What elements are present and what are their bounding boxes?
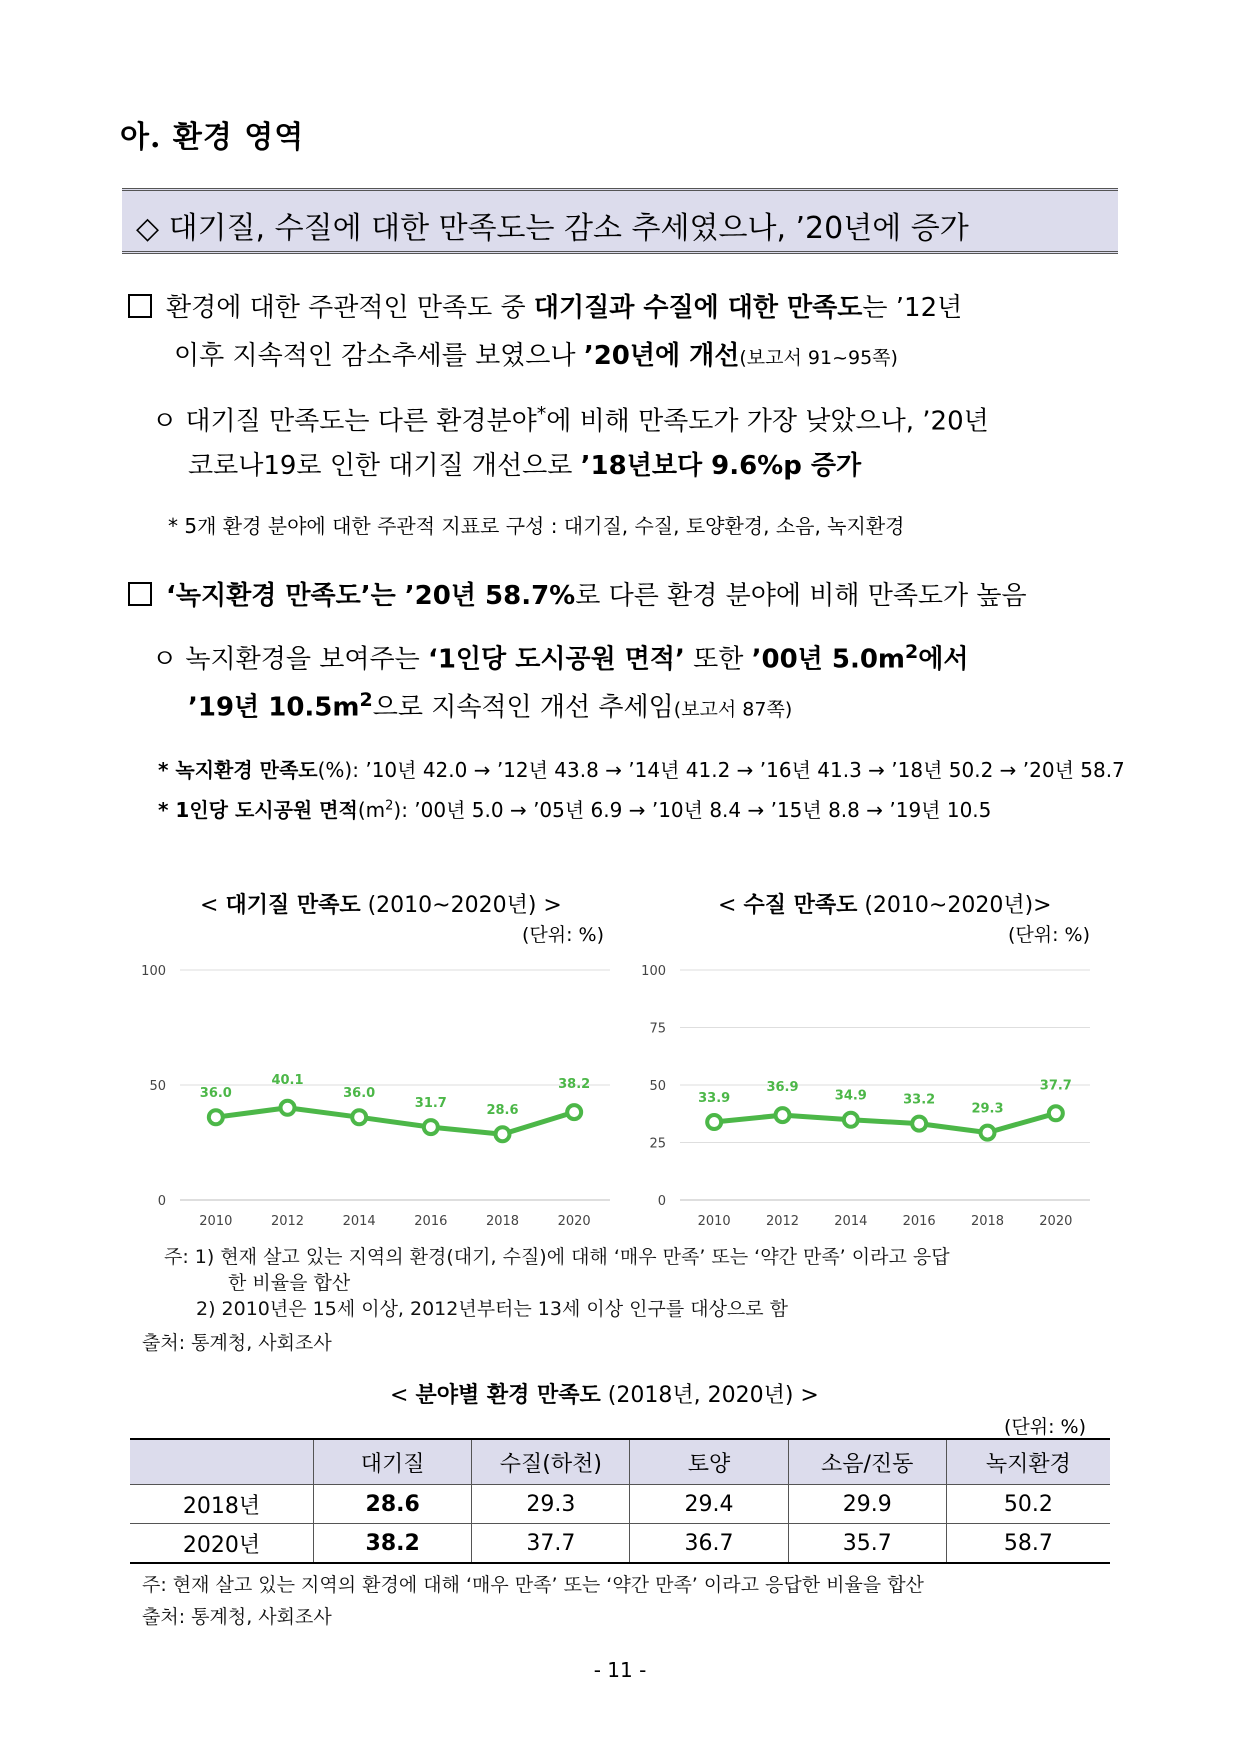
chart-note-1: 주: 1) 현재 살고 있는 지역의 환경(대기, 수질)에 대해 ‘매우 만족’ 또는 ‘약간 만족’ 이라고 응답 bbox=[164, 1246, 950, 1268]
table-cell: 29.9 bbox=[788, 1485, 946, 1524]
table-cell: 28.6 bbox=[314, 1485, 472, 1524]
table-cell: 29.3 bbox=[472, 1485, 630, 1524]
table-header-cell: 소음/진동 bbox=[788, 1440, 946, 1485]
x-tick-label: 2018 bbox=[485, 1214, 520, 1229]
page-number: - 11 - bbox=[593, 1658, 647, 1682]
data-label: 33.2 bbox=[903, 1092, 936, 1108]
table-source: 출처: 통계청, 사회조사 bbox=[142, 1606, 332, 1628]
table-header-cell: 수질(하천) bbox=[472, 1440, 630, 1485]
water-quality-line-chart bbox=[628, 950, 1096, 1240]
square-bullet-icon bbox=[128, 294, 152, 318]
chart-2-unit: (단위: %) bbox=[1008, 924, 1091, 946]
chart-1-title: < 대기질 만족도 (2010~2020년) > bbox=[200, 893, 562, 918]
x-tick-label: 2012 bbox=[270, 1214, 305, 1229]
x-tick-label: 2020 bbox=[1039, 1214, 1073, 1229]
x-tick-label: 2016 bbox=[414, 1214, 448, 1229]
table-cell: 35.7 bbox=[788, 1524, 946, 1563]
chart-2-title: < 수질 만족도 (2010~2020년)> bbox=[718, 893, 1052, 918]
y-tick-label: 100 bbox=[641, 964, 666, 979]
data-point bbox=[352, 1110, 366, 1124]
x-tick-label: 2014 bbox=[342, 1214, 376, 1229]
summary-banner bbox=[122, 188, 1118, 254]
series-line bbox=[714, 1113, 1056, 1132]
x-tick-label: 2010 bbox=[697, 1214, 731, 1229]
data-point bbox=[496, 1127, 510, 1141]
section-title: 아. 환경 영역 bbox=[120, 120, 305, 155]
data-label: 31.7 bbox=[414, 1096, 447, 1112]
table-cell: 29.4 bbox=[630, 1485, 788, 1524]
series-line bbox=[216, 1108, 574, 1134]
paragraph-4-line-1: ㅇ 녹지환경을 보여주는 ‘1인당 도시공원 면적’ 또한 ’00년 $5.0m^2$에서 bbox=[152, 641, 969, 675]
table-note: 주: 현재 살고 있는 지역의 환경에 대해 ‘매우 만족’ 또는 ‘약간 만족’ 이라고 응답한 비율을 합산 bbox=[142, 1574, 924, 1596]
x-tick-label: 2018 bbox=[970, 1214, 1005, 1229]
y-tick-label: 75 bbox=[649, 1021, 666, 1037]
chart-source: 출처: 통계청, 사회조사 bbox=[142, 1332, 332, 1354]
table-cell: 38.2 bbox=[314, 1524, 472, 1563]
data-label: 36.9 bbox=[766, 1080, 799, 1096]
green-satisfaction-note: * 녹지환경 만족도(%): ’10년 42.0 → ’12년 43.8 → ’14년 41.2 → ’16년 41.3 → ’18년 50.2 → ’20년 58.7 bbox=[158, 758, 1125, 782]
square-bullet-icon bbox=[128, 582, 152, 606]
x-tick-label: 2016 bbox=[902, 1214, 936, 1229]
table-header-cell bbox=[130, 1440, 314, 1485]
y-tick-label: 25 bbox=[649, 1136, 666, 1152]
data-point bbox=[567, 1105, 581, 1119]
summary-banner-text: ◇ 대기질, 수질에 대한 만족도는 감소 추세였으나, ’20년에 증가 bbox=[136, 211, 969, 246]
data-label: 28.6 bbox=[486, 1103, 519, 1119]
data-point bbox=[281, 1101, 295, 1115]
table-title: < 분야별 환경 만족도 (2018년, 2020년) > bbox=[390, 1383, 819, 1408]
chart-note-2: 2) 2010년은 15세 이상, 2012년부터는 13세 이상 인구를 대상으로 함 bbox=[196, 1298, 789, 1320]
y-tick-label: 50 bbox=[149, 1079, 166, 1094]
y-tick-label: 50 bbox=[649, 1079, 666, 1094]
data-point bbox=[844, 1113, 858, 1127]
data-label: 36.0 bbox=[199, 1086, 232, 1102]
table-cell: 36.7 bbox=[630, 1524, 788, 1563]
table-cell: 37.7 bbox=[472, 1524, 630, 1563]
paragraph-3: ‘녹지환경 만족도’는 ’20년 58.7%로 다른 환경 분야에 비해 만족도가 높음 bbox=[128, 580, 1027, 614]
table-header-row bbox=[130, 1440, 1110, 1485]
data-point bbox=[981, 1126, 995, 1140]
table-cell: 2018년 bbox=[130, 1485, 314, 1524]
table-row bbox=[130, 1485, 1110, 1524]
paragraph-2-line-2: 코로나19로 인한 대기질 개선으로 ’18년보다 9.6%p 증가 bbox=[188, 451, 862, 481]
paragraph-1-line-2: 이후 지속적인 감소추세를 보였으나 ’20년에 개선(보고서 91~95쪽) bbox=[174, 341, 898, 371]
data-point bbox=[424, 1120, 438, 1134]
air-quality-line-chart bbox=[128, 950, 616, 1240]
table-cell: 2020년 bbox=[130, 1524, 314, 1563]
paragraph-4-line-2: ’19년 $10.5m^2$으로 지속적인 개선 추세임(보고서 87쪽) bbox=[188, 689, 793, 723]
table-header-cell: 녹지환경 bbox=[946, 1440, 1110, 1485]
x-tick-label: 2012 bbox=[765, 1214, 800, 1229]
data-label: 29.3 bbox=[971, 1101, 1004, 1117]
data-label: 40.1 bbox=[271, 1072, 304, 1088]
chart-note-1-cont: 한 비율을 합산 bbox=[228, 1272, 351, 1294]
x-tick-label: 2014 bbox=[834, 1214, 868, 1229]
table-header-cell: 토양 bbox=[630, 1440, 788, 1485]
data-point bbox=[776, 1108, 790, 1122]
paragraph-2-footnote: * 5개 환경 분야에 대한 주관적 지표로 구성 : 대기질, 수질, 토양환경, 소음, 녹지환경 bbox=[168, 514, 905, 538]
data-label: 36.0 bbox=[343, 1086, 376, 1102]
park-area-note: * 1인당 도시공원 면적$(m^2)$: ’00년 5.0 → ’05년 6.9 → ’10년 8.4 → ’15년 8.8 → ’19년 10.5 bbox=[158, 798, 992, 822]
paragraph-2-line-1: ㅇ 대기질 만족도는 다른 환경분야*에 비해 만족도가 가장 낮았으나, ’20년 bbox=[152, 403, 989, 437]
data-point bbox=[209, 1110, 223, 1124]
x-tick-label: 2010 bbox=[199, 1214, 233, 1229]
y-tick-label: 0 bbox=[157, 1194, 166, 1209]
x-tick-label: 2020 bbox=[557, 1214, 591, 1229]
data-label: 34.9 bbox=[834, 1088, 867, 1104]
y-tick-label: 0 bbox=[657, 1194, 666, 1209]
data-point bbox=[912, 1117, 926, 1131]
chart-1-unit: (단위: %) bbox=[522, 924, 605, 946]
data-label: 33.9 bbox=[698, 1091, 731, 1107]
table-header-cell: 대기질 bbox=[314, 1440, 472, 1485]
table-cell: 58.7 bbox=[946, 1524, 1110, 1563]
satisfaction-table bbox=[130, 1438, 1110, 1564]
table-row bbox=[130, 1524, 1110, 1563]
data-label: 37.7 bbox=[1039, 1078, 1072, 1094]
data-point bbox=[707, 1115, 721, 1129]
data-label: 38.2 bbox=[558, 1077, 591, 1093]
paragraph-1-line-1: 환경에 대한 주관적인 만족도 중 대기질과 수질에 대한 만족도는 ’12년 bbox=[128, 292, 962, 326]
table-cell: 50.2 bbox=[946, 1485, 1110, 1524]
y-tick-label: 100 bbox=[141, 964, 166, 979]
table-unit: (단위: %) bbox=[1004, 1416, 1087, 1438]
data-point bbox=[1049, 1106, 1063, 1120]
